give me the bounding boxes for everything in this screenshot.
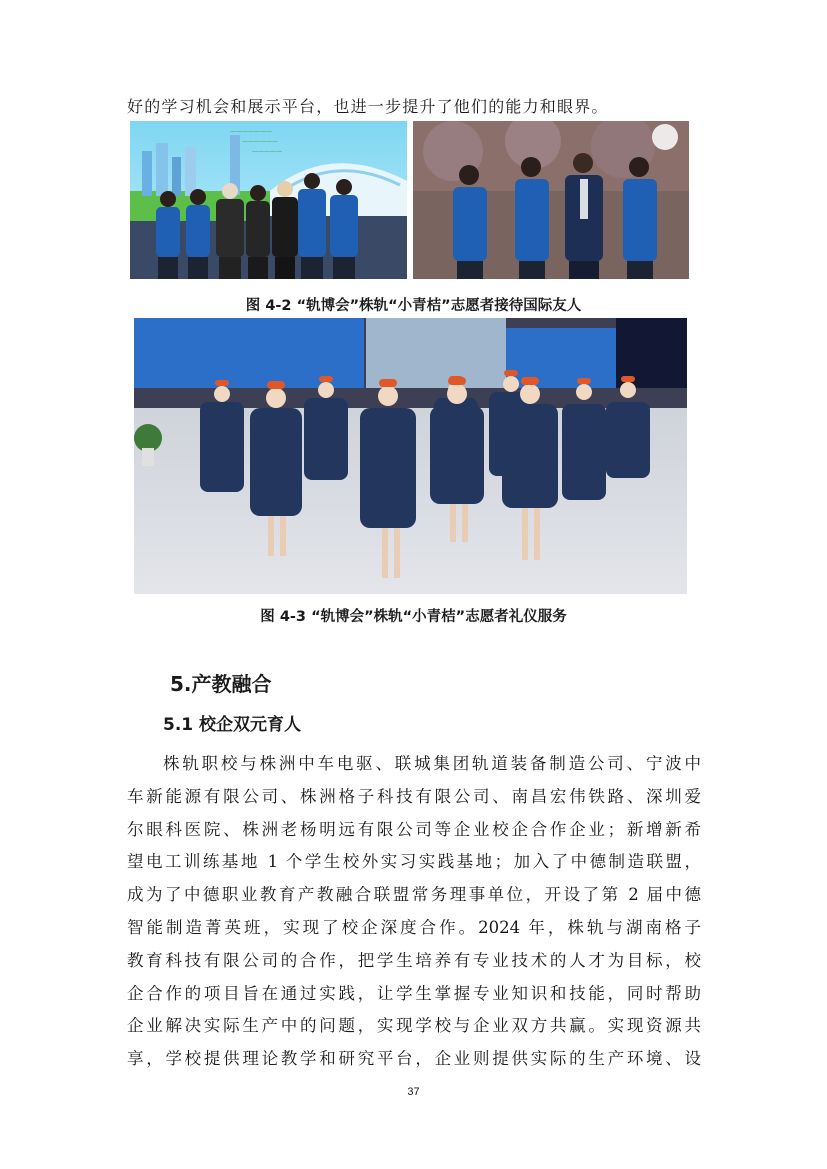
subsection-heading: 5.1 校企双元育人 (163, 715, 302, 735)
top-continuation-line: 好的学习机会和展示平台，也进一步提升了他们的能力和眼界。 (127, 97, 609, 116)
caption-figure-4-2: 图 4-2 “轨博会”株轨“小青桔”志愿者接待国际友人 (245, 298, 582, 314)
photo-etiquette-service (134, 318, 687, 594)
svg-text:———————: ——————— (230, 128, 272, 135)
paragraph-line: 望电工训练基地 1 个学生校外实习实践基地；加入了中德制造联盟， (127, 852, 701, 872)
paragraph-line: 企业解决实际生产中的问题，实现学校与企业双方共赢。实现资源共 (127, 1016, 701, 1036)
photo-volunteers-group (130, 121, 407, 279)
body-paragraph (127, 748, 701, 1076)
paragraph-line: 成为了中德职业教育产教融合联盟常务理事单位，开设了第 2 届中德 (127, 885, 701, 905)
paragraph-line: 株轨职校与株洲中车电驱、联城集团轨道装备制造公司、宁波中 (163, 754, 701, 773)
paragraph-line: 智能制造菁英班，实现了校企深度合作。2024 年，株轨与湖南格子 (127, 917, 701, 937)
paragraph-line: 教育科技有限公司的合作，把学生培养有专业技术的人才为目标，校 (127, 950, 701, 970)
caption-figure-4-3: 图 4-3 “轨博会”株轨“小青桔”志愿者礼仪服务 (260, 609, 567, 625)
svg-text:—————: ————— (252, 148, 282, 155)
paragraph-line: 企合作的项目旨在通过实践，让学生掌握专业知识和技能，同时帮助 (127, 983, 701, 1003)
paragraph-line: 尔眼科医院、株洲老杨明远有限公司等企业校企合作企业；新增新希 (127, 819, 701, 839)
svg-text:——————: —————— (242, 138, 278, 145)
paragraph-line: 享，学校提供理论教学和研究平台，企业则提供实际的生产环境、设 (127, 1049, 701, 1069)
paragraph-line: 车新能源有限公司、株洲格子科技有限公司、南昌宏伟铁路、深圳爱 (127, 786, 701, 806)
section-heading: 5.产教融合 (170, 672, 272, 696)
photo-international-guest (413, 121, 689, 279)
page-number: 37 (407, 1086, 420, 1098)
